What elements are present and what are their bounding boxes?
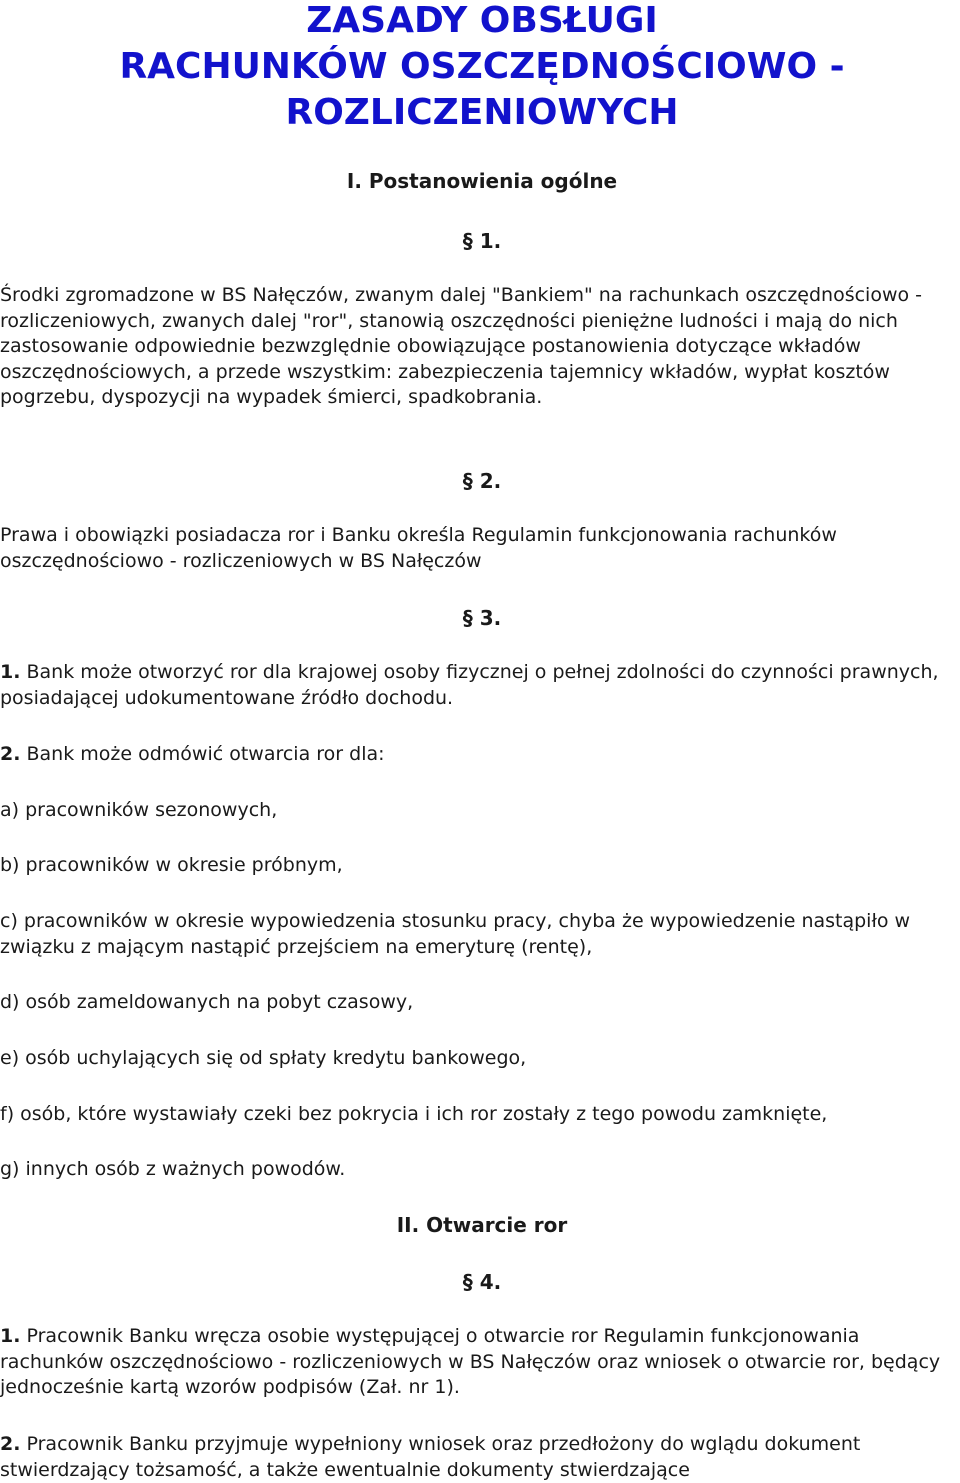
section-heading-1: I. Postanowienia ogólne	[346, 169, 618, 193]
point-number: 1.	[0, 1325, 21, 1347]
point-text: Bank może otworzyć ror dla krajowej osoby fizycznej o pełnej zdolności do czynności prawnych, posiadającej udokumentowane źródło dochodu.	[0, 661, 939, 709]
list-item-a: a) pracowników sezonowych,	[0, 799, 278, 821]
title-line-1: ZASADY OBSŁUGI	[306, 0, 658, 41]
list-item-e: e) osób uchylających się od spłaty kredytu bankowego,	[0, 1047, 527, 1069]
list-item-f: f) osób, które wystawiały czeki bez pokrycia i ich ror zostały z tego powodu zamknięte,	[0, 1103, 828, 1125]
paragraph-3-point-2	[0, 742, 960, 768]
list-item-d: d) osób zameldowanych na pobyt czasowy,	[0, 991, 414, 1013]
paragraph-sign-2: § 2.	[462, 469, 502, 493]
paragraph-sign-4: § 4.	[462, 1270, 502, 1294]
list-item-b: b) pracowników w okresie próbnym,	[0, 854, 343, 876]
paragraph-4-point-2	[0, 1432, 960, 1483]
paragraph-4-point-1	[0, 1324, 960, 1401]
paragraph-1-text: Środki zgromadzone w BS Nałęczów, zwanym dalej "Bankiem" na rachunkach oszczędnościowo - rozliczeniowych, zwanych dalej "ror", stanowią oszczędności pieniężne ludności i mają do nich zastosowanie odpowiednie bezwzględnie obowiązujące postanowienia dotyczące wkładów oszczędnościowych, a przede wszystkim: zabezpieczenia tajemnicy wkładów, wypłat kosztów pogrzebu, dyspozycji na wypadek śmierci, spadkobrania.	[0, 284, 923, 408]
point-number: 2.	[0, 1433, 21, 1455]
point-text: Bank może odmówić otwarcia ror dla:	[20, 743, 385, 765]
list-item-c: c) pracowników w okresie wypowiedzenia stosunku pracy, chyba że wypowiedzenie nastąpiło w związku z mającym nastąpić przejściem na emeryturę (rentę),	[0, 910, 911, 958]
title-line-3: ROZLICZENIOWYCH	[285, 92, 679, 133]
list-item-g: g) innych osób z ważnych powodów.	[0, 1158, 346, 1180]
point-number: 2.	[0, 743, 21, 765]
title-line-2: RACHUNKÓW OSZCZĘDNOŚCIOWO -	[119, 46, 845, 87]
paragraph-sign-1: § 1.	[462, 229, 502, 253]
point-number: 1.	[0, 661, 21, 683]
point-text: Pracownik Banku wręcza osobie występującej o otwarcie ror Regulamin funkcjonowania rachunków oszczędnościowo - rozliczeniowych w BS Nałęczów oraz wniosek o otwarcie ror, będący jednocześnie kartą wzorów podpisów (Zał. nr 1).	[0, 1325, 941, 1398]
paragraph-3-point-1	[0, 660, 960, 711]
document-title	[0, 0, 960, 136]
paragraph-sign-3: § 3.	[462, 606, 502, 630]
point-text: Pracownik Banku przyjmuje wypełniony wniosek oraz przedłożony do wglądu dokument stwierdzający tożsamość, a także ewentualnie dokumenty stwierdzające	[0, 1433, 861, 1481]
paragraph-2-text: Prawa i obowiązki posiadacza ror i Banku określa Regulamin funkcjonowania rachunków oszczędnościowo - rozliczeniowych w BS Nałęczów	[0, 524, 837, 572]
section-heading-2: II. Otwarcie ror	[396, 1213, 568, 1237]
